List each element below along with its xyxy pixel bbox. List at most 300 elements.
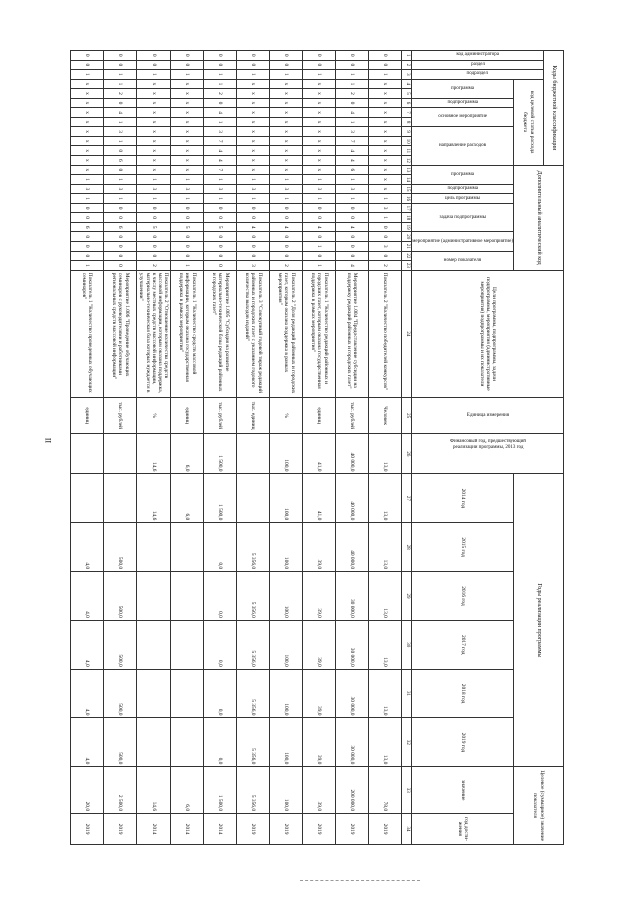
column-index-cell: 2 xyxy=(402,60,412,70)
code-cell: х xyxy=(137,156,171,166)
target-year: 2019 xyxy=(104,814,137,845)
year-value xyxy=(71,474,104,523)
code-cell: 1 xyxy=(204,79,237,89)
row-description: Показатель 2 "Доля редакций районных и городских газет, которым оказана поддержка в рамках мероприятия" xyxy=(270,270,303,397)
year-value xyxy=(171,669,204,718)
unit-cell: % xyxy=(270,398,303,434)
code-cell: х xyxy=(270,127,303,137)
code-cell: 3 xyxy=(336,184,369,194)
year-value xyxy=(137,620,171,669)
code-cell: 1 xyxy=(369,213,402,223)
column-index-cell: 4 xyxy=(402,79,412,89)
code-cell: 0 xyxy=(303,203,336,213)
row-description: Показатель 1 "Количество средств массовой информации, которым оказана государственная поддержка в рамках мероприятия" xyxy=(171,270,204,397)
subcol-indicator-num: номер показателя xyxy=(412,251,514,270)
code-cell: 1 xyxy=(303,242,336,252)
year-value: 39,0 xyxy=(303,523,336,572)
year-value: 5 356,0 xyxy=(237,572,270,621)
code-cell: 1 xyxy=(204,70,237,80)
year-value xyxy=(137,718,171,767)
year-value: 13,0 xyxy=(369,474,402,523)
subcol-dop-program: программа xyxy=(412,165,514,184)
code-cell: 3 xyxy=(204,127,237,137)
code-cell: 0 xyxy=(237,60,270,70)
year-value xyxy=(171,718,204,767)
code-cell: 7 xyxy=(336,136,369,146)
code-cell: х xyxy=(137,108,171,118)
column-index-cell: 17 xyxy=(402,203,412,213)
rotated-table-container xyxy=(81,50,564,845)
code-cell: х xyxy=(270,117,303,127)
code-cell: х xyxy=(137,117,171,127)
codes-budget-header: Коды бюджетной классификации xyxy=(544,51,564,166)
code-cell: х xyxy=(71,146,104,156)
target-value: 6,0 xyxy=(171,767,204,814)
column-index-cell: 31 xyxy=(402,669,412,718)
table-row xyxy=(336,51,369,845)
code-cell: х xyxy=(270,89,303,99)
code-cell: 2 xyxy=(336,89,369,99)
code-cell: 0 xyxy=(270,60,303,70)
table-row xyxy=(270,51,303,845)
code-cell: х xyxy=(369,156,402,166)
code-cell: 1 xyxy=(171,194,204,204)
base-year-value xyxy=(104,434,137,474)
subcol-goal: цель программы xyxy=(412,194,514,204)
code-cell: 1 xyxy=(270,194,303,204)
code-cell: 3 xyxy=(369,242,402,252)
unit-cell: % xyxy=(137,398,171,434)
additional-code-header: Дополнительный аналитический код xyxy=(514,165,564,270)
code-cell: 0 xyxy=(336,51,369,61)
code-cell: 1 xyxy=(336,70,369,80)
target-year-header: год дости- жения xyxy=(412,814,514,845)
code-cell: х xyxy=(369,136,402,146)
code-cell: 7 xyxy=(204,165,237,175)
column-index-cell: 26 xyxy=(402,434,412,474)
year-value: 500,0 xyxy=(104,718,137,767)
code-cell: х xyxy=(237,156,270,166)
unit-cell: единиц xyxy=(171,398,204,434)
column-index-cell: 24 xyxy=(402,270,412,397)
code-cell: 0 xyxy=(104,146,137,156)
code-cell: 0 xyxy=(171,51,204,61)
code-cell: х xyxy=(171,146,204,156)
code-cell: 3 xyxy=(270,184,303,194)
subcol-direction: направление расходов xyxy=(412,127,514,165)
year-value xyxy=(171,620,204,669)
code-cell: х xyxy=(237,89,270,99)
code-cell: 4 xyxy=(204,156,237,166)
subcol-task: задача подпрограммы xyxy=(412,203,514,232)
target-year: 2014 xyxy=(137,814,171,845)
code-cell: х xyxy=(171,117,204,127)
year-value: 39,0 xyxy=(303,669,336,718)
code-cell: 1 xyxy=(336,194,369,204)
code-cell: 0 xyxy=(137,51,171,61)
code-cell: 0 xyxy=(204,251,237,261)
target-header: Целевое (суммарное) значение показателя xyxy=(514,767,564,845)
code-cell: х xyxy=(237,117,270,127)
year-value: 100,0 xyxy=(270,523,303,572)
code-cell: 4 xyxy=(336,156,369,166)
code-cell: 0 xyxy=(270,203,303,213)
code-cell: 0 xyxy=(137,203,171,213)
year-value: 13,0 xyxy=(369,620,402,669)
code-cell: 5 xyxy=(137,222,171,232)
year-2018-header: 2018 год xyxy=(412,669,514,718)
code-cell: 0 xyxy=(369,51,402,61)
year-value: 100,0 xyxy=(270,718,303,767)
unit-header: Единица измерения xyxy=(412,398,564,434)
target-year: 2019 xyxy=(71,814,104,845)
code-cell: 1 xyxy=(171,70,204,80)
code-cell: 0 xyxy=(303,213,336,223)
year-value: 39,0 xyxy=(303,572,336,621)
program-indicators-table xyxy=(70,50,564,845)
target-value: 14,6 xyxy=(137,767,171,814)
footer-dashed-line xyxy=(300,880,420,881)
target-year: 2014 xyxy=(171,814,204,845)
table-row xyxy=(303,51,336,845)
code-cell: х xyxy=(71,165,104,175)
year-value: 0,0 xyxy=(204,669,237,718)
year-value: 500,0 xyxy=(104,523,137,572)
code-cell: х xyxy=(303,127,336,137)
code-cell: 0 xyxy=(336,232,369,242)
code-cell: 6 xyxy=(336,165,369,175)
year-value: 100,0 xyxy=(270,620,303,669)
table-row xyxy=(204,51,237,845)
code-cell: 3 xyxy=(104,184,137,194)
code-cell: х xyxy=(71,89,104,99)
code-cell: 0 xyxy=(171,60,204,70)
code-cell: 0 xyxy=(104,232,137,242)
code-cell: х xyxy=(71,117,104,127)
code-cell: 3 xyxy=(71,184,104,194)
code-cell: 1 xyxy=(270,175,303,185)
code-cell: х xyxy=(171,89,204,99)
code-cell: 1 xyxy=(71,175,104,185)
code-cell: 0 xyxy=(237,242,270,252)
code-cell: 0 xyxy=(71,203,104,213)
target-value: 39,0 xyxy=(303,767,336,814)
code-cell: 0 xyxy=(336,203,369,213)
code-cell: 6 xyxy=(71,222,104,232)
subcol-dop-subprogram: подпрограмма xyxy=(412,184,514,194)
year-value: 500,0 xyxy=(104,669,137,718)
target-value: 2 500,0 xyxy=(104,767,137,814)
code-cell: х xyxy=(303,108,336,118)
code-cell: х xyxy=(237,98,270,108)
table-row xyxy=(369,51,402,845)
code-cell: 0 xyxy=(237,251,270,261)
code-cell: 4 xyxy=(270,222,303,232)
subcol-event: мероприятие (административное мероприятие) xyxy=(412,232,514,251)
code-cell: х xyxy=(171,136,204,146)
column-index-row xyxy=(402,51,412,845)
code-cell: 4 xyxy=(303,222,336,232)
column-index-cell: 21 xyxy=(402,242,412,252)
code-cell: 3 xyxy=(336,127,369,137)
code-cell: х xyxy=(237,79,270,89)
code-cell: 0 xyxy=(71,251,104,261)
code-cell: х xyxy=(137,127,171,137)
row-description: Показатель 1 "Количество проведенных обучающих семинаров" xyxy=(71,270,104,397)
code-cell: 0 xyxy=(171,213,204,223)
code-cell: 3 xyxy=(171,184,204,194)
year-value: 500,0 xyxy=(104,572,137,621)
row-description: Показатель 2 "Количество победителей конкурсов" xyxy=(369,270,402,397)
code-cell: 0 xyxy=(369,60,402,70)
code-cell: 0 xyxy=(270,51,303,61)
code-cell: 0 xyxy=(104,242,137,252)
code-cell: х xyxy=(270,108,303,118)
code-cell: 0 xyxy=(204,98,237,108)
year-value: 13,0 xyxy=(369,669,402,718)
target-value: 78,0 xyxy=(369,767,402,814)
table-row xyxy=(171,51,204,845)
code-cell: х xyxy=(369,184,402,194)
code-cell: 3 xyxy=(137,184,171,194)
year-value: 39,0 xyxy=(303,620,336,669)
code-cell: 1 xyxy=(104,70,137,80)
code-cell: 1 xyxy=(270,70,303,80)
column-index-cell: 3 xyxy=(402,70,412,80)
code-cell: 1 xyxy=(303,261,336,271)
code-cell: 0 xyxy=(137,60,171,70)
year-value: 30 000,0 xyxy=(336,620,369,669)
row-description: Мероприятие 1.006 "Проведение обучающих семинаров с руководителями и работниками региональных средств массовой информации" xyxy=(104,270,137,397)
code-cell: 0 xyxy=(104,60,137,70)
code-cell: 0 xyxy=(237,232,270,242)
code-cell: 0 xyxy=(171,203,204,213)
code-cell: 0 xyxy=(204,261,237,271)
column-index-cell: 32 xyxy=(402,718,412,767)
page-number: II xyxy=(44,437,54,444)
code-cell: 2 xyxy=(137,261,171,271)
code-cell: х xyxy=(171,98,204,108)
column-index-cell: 14 xyxy=(402,175,412,185)
code-cell: 1 xyxy=(237,70,270,80)
code-cell: 0 xyxy=(171,232,204,242)
year-value: 39,0 xyxy=(303,718,336,767)
code-cell: 0 xyxy=(270,251,303,261)
base-year-value: 41,0 xyxy=(303,434,336,474)
code-cell: 3 xyxy=(369,203,402,213)
column-index-cell: 34 xyxy=(402,814,412,845)
year-value: 100,0 xyxy=(270,474,303,523)
code-cell: 0 xyxy=(104,213,137,223)
year-value xyxy=(137,523,171,572)
year-value: 14,6 xyxy=(137,474,171,523)
code-cell: 0 xyxy=(336,251,369,261)
subcol-subprogram: подпрограмма xyxy=(412,98,514,108)
subcol-main-event: основное мероприятие xyxy=(412,108,514,127)
code-cell: х xyxy=(303,98,336,108)
code-cell: 3 xyxy=(237,261,270,271)
year-value xyxy=(171,523,204,572)
code-cell: 1 xyxy=(104,117,137,127)
code-cell: 0 xyxy=(369,251,402,261)
code-cell: х xyxy=(369,165,402,175)
code-cell: 1 xyxy=(204,175,237,185)
code-cell: 0 xyxy=(104,203,137,213)
year-value xyxy=(104,474,137,523)
code-cell: х xyxy=(137,146,171,156)
column-index-cell: 9 xyxy=(402,127,412,137)
code-cell: 1 xyxy=(237,194,270,204)
code-cell: х xyxy=(137,79,171,89)
column-index-cell: 25 xyxy=(402,398,412,434)
code-cell: 0 xyxy=(369,222,402,232)
subcol-program: программа xyxy=(412,79,514,98)
code-cell: 0 xyxy=(303,251,336,261)
code-cell: 1 xyxy=(171,261,204,271)
code-cell: 2 xyxy=(270,261,303,271)
unit-cell: Человек xyxy=(369,398,402,434)
subcol-razdel: раздел xyxy=(412,60,544,70)
code-cell: х xyxy=(303,117,336,127)
column-index-cell: 8 xyxy=(402,117,412,127)
column-index-cell: 28 xyxy=(402,523,412,572)
year-value: 40 000,0 xyxy=(336,474,369,523)
code-cell: 0 xyxy=(237,51,270,61)
code-cell: 3 xyxy=(204,184,237,194)
code-cell: х xyxy=(303,165,336,175)
code-cell: 2 xyxy=(369,261,402,271)
column-index-cell: 13 xyxy=(402,165,412,175)
code-cell: 1 xyxy=(303,175,336,185)
year-value: 5 356,0 xyxy=(237,669,270,718)
code-cell: 1 xyxy=(137,70,171,80)
code-cell: 0 xyxy=(204,213,237,223)
code-cell: х xyxy=(137,136,171,146)
code-cell: 0 xyxy=(171,242,204,252)
code-cell: 0 xyxy=(270,213,303,223)
goals-header: Цели программы, подпрограммы, задачи подпрограммы, мероприятия (административные мероприятия) подпрограммы и их показатели xyxy=(412,270,564,397)
code-cell: х xyxy=(171,165,204,175)
target-year: 2019 xyxy=(369,814,402,845)
year-value xyxy=(171,572,204,621)
code-cell: х xyxy=(270,156,303,166)
target-value: 100,0 xyxy=(270,767,303,814)
base-year-header: Финансовый год, предшествующий реализации программы, 2013 год xyxy=(412,434,564,474)
column-index-cell: 33 xyxy=(402,767,412,814)
column-index-cell: 22 xyxy=(402,251,412,261)
year-value: 4,0 xyxy=(71,718,104,767)
code-cell: 0 xyxy=(137,251,171,261)
column-index-cell: 7 xyxy=(402,108,412,118)
code-cell: 5 xyxy=(171,222,204,232)
code-cell: 4 xyxy=(336,146,369,156)
column-index-cell: 10 xyxy=(402,136,412,146)
unit-cell: тыс. единиц xyxy=(237,398,270,434)
year-2016-header: 2016 год xyxy=(412,572,514,621)
code-cell: 1 xyxy=(369,194,402,204)
year-value: 0,0 xyxy=(204,572,237,621)
code-cell: 1 xyxy=(104,79,137,89)
unit-cell: единиц xyxy=(303,398,336,434)
row-description: Мероприятие 1.004 "Предоставление субсидии на поддержку редакций районных и городских газет" xyxy=(336,270,369,397)
column-index-cell: 19 xyxy=(402,222,412,232)
table-row xyxy=(137,51,171,845)
code-cell: 2 xyxy=(204,89,237,99)
code-cell: х xyxy=(71,127,104,137)
code-cell: х xyxy=(369,108,402,118)
code-cell: 1 xyxy=(303,70,336,80)
row-description: Показатель 2 "Отношение количества средств массовой информации, которым оказана поддержка, к числу местных средств массовой информации, материально-техническая база которых нуждается в улучшении" xyxy=(137,270,171,397)
target-year: 2019 xyxy=(336,814,369,845)
unit-cell: единиц xyxy=(71,398,104,434)
base-year-value: 1 500,0 xyxy=(204,434,237,474)
code-cs-header: код целевой статьи расхода бюджета xyxy=(514,79,544,165)
code-cell: х xyxy=(237,146,270,156)
code-cell: 4 xyxy=(237,222,270,232)
target-year: 2019 xyxy=(237,814,270,845)
year-value: 13,0 xyxy=(369,718,402,767)
year-value: 40 000,0 xyxy=(336,523,369,572)
code-cell: 1 xyxy=(137,175,171,185)
code-cell: х xyxy=(171,79,204,89)
column-index-cell: 18 xyxy=(402,213,412,223)
year-value xyxy=(137,669,171,718)
column-index-cell: 23 xyxy=(402,261,412,271)
year-2014-header: 2014 год xyxy=(412,474,514,523)
target-year: 2019 xyxy=(303,814,336,845)
code-cell: 0 xyxy=(270,232,303,242)
year-value: 30 000,0 xyxy=(336,669,369,718)
code-cell: 1 xyxy=(71,194,104,204)
code-cell: 0 xyxy=(171,251,204,261)
code-cell: 0 xyxy=(336,98,369,108)
code-cell: х xyxy=(270,79,303,89)
code-cell: х xyxy=(303,156,336,166)
target-value: 20,0 xyxy=(71,767,104,814)
code-cell: х xyxy=(369,79,402,89)
years-header: Годы реализации программы xyxy=(514,474,564,767)
year-value: 100,0 xyxy=(270,669,303,718)
column-index-cell: 30 xyxy=(402,620,412,669)
code-cell: х xyxy=(71,98,104,108)
year-value: 4,0 xyxy=(71,523,104,572)
code-cell: 1 xyxy=(369,70,402,80)
code-cell: 0 xyxy=(270,242,303,252)
code-cell: х xyxy=(270,136,303,146)
code-cell: 4 xyxy=(336,222,369,232)
year-value: 100,0 xyxy=(270,572,303,621)
code-cell: 5 xyxy=(204,222,237,232)
code-cell: 0 xyxy=(237,203,270,213)
code-cell: 3 xyxy=(303,184,336,194)
year-value: 1 500,0 xyxy=(204,474,237,523)
target-year: 2019 xyxy=(270,814,303,845)
code-cell: х xyxy=(369,127,402,137)
unit-cell: тыс. рублей xyxy=(204,398,237,434)
row-description: Показатель 3 "Совокупный годовой тираж редакций районных и городских газет с указанием годового количества выходов изданий" xyxy=(237,270,270,397)
code-cell: 1 xyxy=(303,194,336,204)
code-cell: 4 xyxy=(336,108,369,118)
column-index-cell: 15 xyxy=(402,184,412,194)
target-value-header: значение xyxy=(412,767,514,814)
code-cell: х xyxy=(303,79,336,89)
code-cell: 4 xyxy=(204,146,237,156)
year-value: 13,0 xyxy=(369,572,402,621)
column-index-cell: 5 xyxy=(402,89,412,99)
code-cell: х xyxy=(369,89,402,99)
year-2017-header: 2017 год xyxy=(412,620,514,669)
code-cell: х xyxy=(303,136,336,146)
